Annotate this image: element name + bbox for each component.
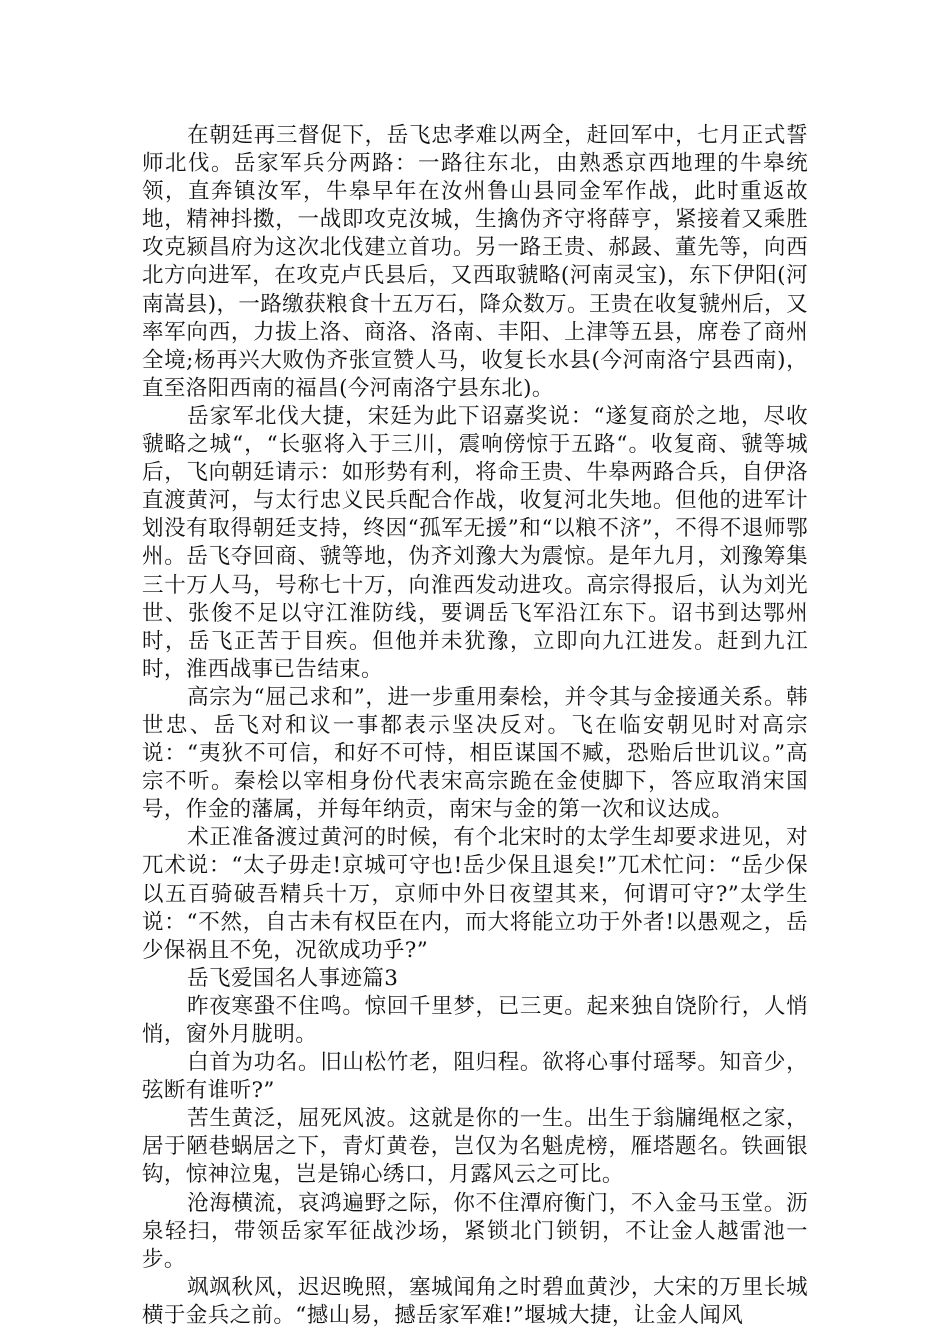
paragraph-autumn-wind: 飒飒秋风，迟迟晚照，塞城闻角之时碧血黄沙，大宋的万里长城横于金兵之前。“撼山易，撼岳家军难!”堰城大捷，让金人闻风	[142, 1274, 808, 1328]
section-heading: 岳飞爱国名人事迹篇3	[187, 965, 399, 991]
paragraph-peace-negotiation: 高宗为“屈己求和”，进一步重用秦桧，并令其与金接通关系。韩世忠、岳飞对和议一事都表示坚决反对。飞在临安朝见时对高宗说：“夷狄不可信，和好不可恃，相臣谋国不臧，恐贻后世讥议。”高宗不听。秦桧以宰相身份代表宋高宗跪在金使脚下，答应取消宋国号，作金的藩属，并每年纳贡，南宋与金的第一次和议达成。	[142, 684, 808, 823]
paragraph-poem-line-1: 昨夜寒蛩不住鸣。惊回千里梦，已三更。起来独自饶阶行，人悄悄，窗外月胧明。	[142, 993, 808, 1047]
document-body	[142, 122, 808, 1330]
paragraph-poem-line-2: 白首为功名。旧山松竹老，阻归程。欲将心事付瑶琴。知音少，弦断有谁听?”	[142, 1050, 808, 1104]
paragraph-northern-expedition: 在朝廷再三督促下，岳飞忠孝难以两全，赶回军中，七月正式誓师北伐。岳家军兵分两路：一路往东北，由熟悉京西地理的牛皋统领，直奔镇汝军，牛皋早年在汝州鲁山县同金军作战，此时重返故地，精神抖擞，一战即攻克汝城，生擒伪齐守将薛亨，紧接着又乘胜攻克颍昌府为这次北伐建立首功。另一路王贵、郝晸、董先等，向西北方向进军，在攻克卢氏县后，又西取虢略(河南灵宝)，东下伊阳(河南嵩县)，一路缴获粮食十五万石，降众数万。王贵在收复虢州后，又率军向西，力拔上洛、商洛、洛南、丰阳、上津等五县，席卷了商州全境;杨再兴大败伪齐张宣赞人马，收复长水县(今河南洛宁县西南)，直至洛阳西南的福昌(今河南洛宁县东北)。	[142, 123, 808, 401]
paragraph-imperial-student: 术正准备渡过黄河的时候，有个北宋时的太学生却要求进见，对兀术说：“太子毋走!京城可守也!岳少保且退矣!”兀术忙问：“岳少保以五百骑破吾精兵十万，京师中外日夜望其来，何谓可守?”太学生说：“不然，自古未有权臣在内，而大将能立功于外者!以愚观之，岳少保祸且不免，况欲成功乎?”	[142, 825, 808, 963]
paragraph-life-summary: 苦生黄泛，屈死风波。这就是你的一生。出生于翁牖绳枢之家，居于陋巷蜗居之下，青灯黄卷，岂仅为名魁虎榜，雁塔题名。铁画银钩，惊神泣鬼，岂是锦心绣口，月露风云之可比。	[142, 1106, 808, 1188]
paragraph-battlefield: 沧海横流，哀鸿遍野之际，你不住潭府衡门，不入金马玉堂。沥泉轻扫，带领岳家军征战沙场，紧锁北门锁钥，不让金人越雷池一步。	[142, 1190, 808, 1272]
paragraph-court-commendation: 岳家军北伐大捷，宋廷为此下诏嘉奖说：“遂复商於之地，尽收虢略之城“，“长驱将入于三川，震响傍惊于五路“。收复商、虢等城后，飞向朝廷请示：如形势有利，将命王贵、牛皋两路合兵，自伊洛直渡黄河，与太行忠义民兵配合作战，收复河北失地。但他的进军计划没有取得朝廷支持，终因“孤军无援”和“以粮不济”，不得不退师鄂州。岳飞夺回商、虢等地，伪齐刘豫大为震惊。是年九月，刘豫筹集三十万人马，号称七十万，向淮西发动进攻。高宗得报后，认为刘光世、张俊不足以守江淮防线，要调岳飞军沿江东下。诏书到达鄂州时，岳飞正苦于目疾。但他并未犹豫，立即向九江进发。赶到九江时，淮西战事已告结束。	[142, 403, 808, 682]
